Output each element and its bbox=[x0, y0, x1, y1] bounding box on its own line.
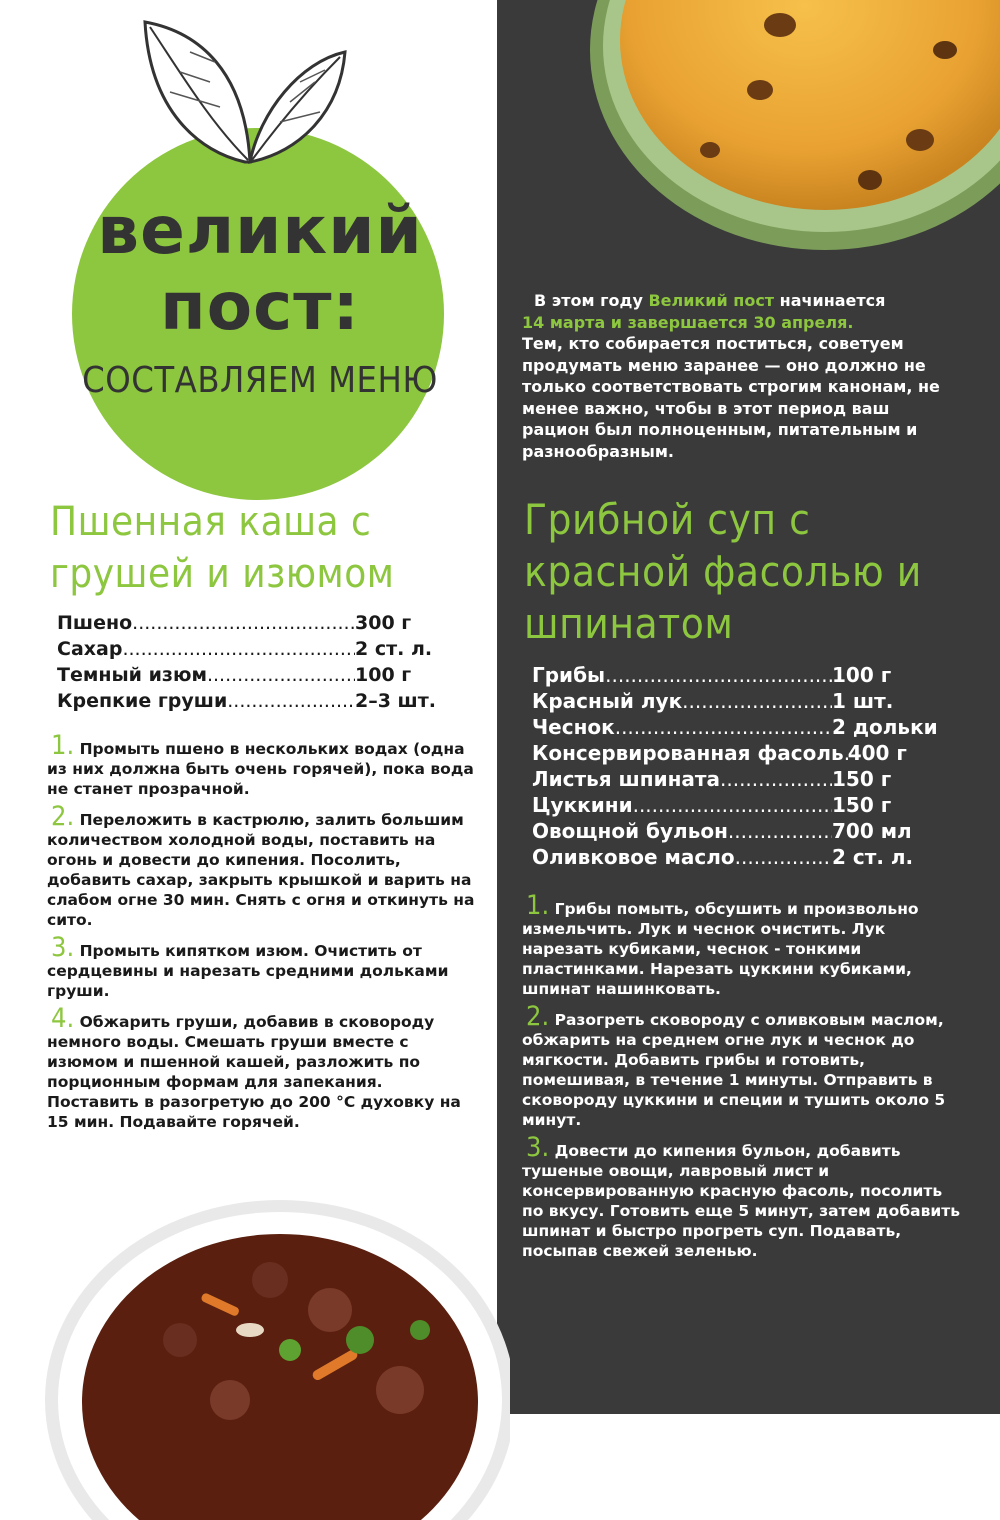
leaves-icon bbox=[140, 12, 350, 172]
recipe1-steps bbox=[47, 730, 477, 1140]
intro-part2: начинается bbox=[774, 291, 886, 310]
ingredient-qty: 400 г bbox=[847, 741, 907, 765]
hero-title-line1: великий bbox=[97, 192, 423, 269]
ingredient-name: Консервированная фасоль bbox=[532, 741, 844, 765]
ingredient-name: Сахар bbox=[57, 638, 123, 660]
ingredient-qty: 2–3 шт. bbox=[355, 690, 436, 712]
ingredient-row bbox=[532, 740, 942, 766]
step-item bbox=[522, 1132, 962, 1261]
step-number: 3. bbox=[526, 1132, 550, 1163]
ingredient-row bbox=[532, 792, 942, 818]
step-text: Разогреть сковороду с оливковым маслом, обжарить на среднем огне лук и чеснок до мягкости. Добавить грибы и готовить, помешивая, в течение 1 минуты. Отправить в сковороду цуккини и специи и тушить около 5 минут. bbox=[522, 1011, 946, 1129]
step-number: 1. bbox=[51, 730, 75, 761]
ingredient-row bbox=[57, 636, 437, 662]
intro-highlight-dates: 14 марта и завершается 30 апреля. bbox=[522, 312, 854, 332]
ingredient-row bbox=[57, 610, 437, 636]
step-item bbox=[522, 1001, 962, 1130]
intro-highlight-lent: Великий пост bbox=[648, 291, 775, 310]
ingredient-row bbox=[532, 766, 942, 792]
ingredient-row bbox=[532, 714, 942, 740]
step-text: Грибы помыть, обсушить и произвольно измельчить. Лук и чеснок очистить. Лук нарезать кубиками, чеснок - тонкими пластинками. Нарезать цуккини кубиками, шпинат нашинковать. bbox=[522, 900, 919, 998]
intro-part3: Тем, кто собирается поститься, советуем продумать меню заранее — оно должно не только соответствовать строгим канонам, не менее важно, чтобы в этот период ваш рацион был полноценным, питательным и разнообразным. bbox=[522, 334, 940, 461]
ingredient-row bbox=[532, 818, 942, 844]
ingredient-row bbox=[532, 844, 942, 870]
recipe1-title: Пшенная каша с грушей и изюмом bbox=[50, 499, 395, 597]
ingredient-qty: 2 ст. л. bbox=[355, 638, 433, 660]
recipe1-ingredients bbox=[57, 610, 437, 714]
ingredient-name: Красный лук bbox=[532, 689, 683, 713]
ingredient-qty: 300 г bbox=[355, 612, 412, 634]
recipe2-ingredients bbox=[532, 662, 942, 870]
step-item bbox=[47, 730, 477, 799]
step-number: 2. bbox=[526, 1001, 550, 1032]
ingredient-qty: 700 мл bbox=[832, 819, 912, 843]
ingredient-name: Оливковое масло bbox=[532, 845, 735, 869]
ingredient-row bbox=[532, 662, 942, 688]
step-item bbox=[522, 890, 962, 999]
ingredient-name: Цуккини bbox=[532, 793, 633, 817]
intro-paragraph bbox=[522, 290, 962, 462]
step-item bbox=[47, 1003, 477, 1132]
ingredient-name: Чеснок bbox=[532, 715, 615, 739]
intro-part1: В этом году bbox=[534, 291, 649, 310]
step-number: 3. bbox=[51, 932, 75, 963]
ingredient-qty: 150 г bbox=[832, 793, 892, 817]
step-text: Промыть пшено в нескольких водах (одна из них должна быть очень горячей), пока вода не станет прозрачной. bbox=[47, 740, 474, 798]
millet-porridge-bowl-image bbox=[590, 0, 1000, 250]
recipe2-title: Грибной суп с красной фасолью и шпинатом bbox=[524, 495, 922, 648]
step-number: 1. bbox=[526, 890, 550, 921]
ingredient-qty: 100 г bbox=[832, 663, 892, 687]
ingredient-name: Крепкие груши bbox=[57, 690, 228, 712]
step-item bbox=[47, 801, 477, 930]
ingredient-qty: 100 г bbox=[355, 664, 412, 686]
ingredient-name: Пшено bbox=[57, 612, 133, 634]
hero-subtitle: СОСТАВЛЯЕМ МЕНЮ bbox=[82, 360, 438, 401]
step-number: 4. bbox=[51, 1003, 75, 1034]
step-text: Довести до кипения бульон, добавить тушеные овощи, лавровый лист и консервированную красную фасоль, посолить по вкусу. Готовить еще 5 минут, затем добавить шпинат и быстро прогреть суп. Подавать, посыпав свежей зеленью. bbox=[522, 1142, 961, 1260]
mushroom-soup-bowl-image bbox=[40, 1170, 510, 1520]
step-text: Переложить в кастрюлю, залить большим количеством холодной воды, поставить на огонь и довести до кипения. Посолить, добавить сахар, закрыть крышкой и варить на слабом огне 30 мин. Снять с огня и откинуть на сито. bbox=[47, 811, 475, 929]
ingredient-qty: 2 дольки bbox=[832, 715, 938, 739]
step-text: Промыть кипятком изюм. Очистить от сердцевины и нарезать средними дольками груши. bbox=[47, 942, 449, 1000]
step-number: 2. bbox=[51, 801, 75, 832]
ingredient-name: Овощной бульон bbox=[532, 819, 728, 843]
ingredient-name: Листья шпината bbox=[532, 767, 720, 791]
ingredient-name: Грибы bbox=[532, 663, 606, 687]
ingredient-qty: 150 г bbox=[832, 767, 892, 791]
step-item bbox=[47, 932, 477, 1001]
ingredient-name: Темный изюм bbox=[57, 664, 207, 686]
ingredient-qty: 1 шт. bbox=[832, 689, 894, 713]
hero-title-line2: пост: bbox=[160, 268, 360, 345]
recipe2-steps bbox=[522, 890, 962, 1269]
step-text: Обжарить груши, добавив в сковороду немного воды. Смешать груши вместе с изюмом и пшенной кашей, разложить по порционным формам для запекания. Поставить в разогретую до 200 °С духовку на 15 мин. Подавайте горячей. bbox=[47, 1013, 461, 1131]
ingredient-row bbox=[532, 688, 942, 714]
ingredient-qty: 2 ст. л. bbox=[832, 845, 914, 869]
ingredient-row bbox=[57, 688, 437, 714]
ingredient-row bbox=[57, 662, 437, 688]
